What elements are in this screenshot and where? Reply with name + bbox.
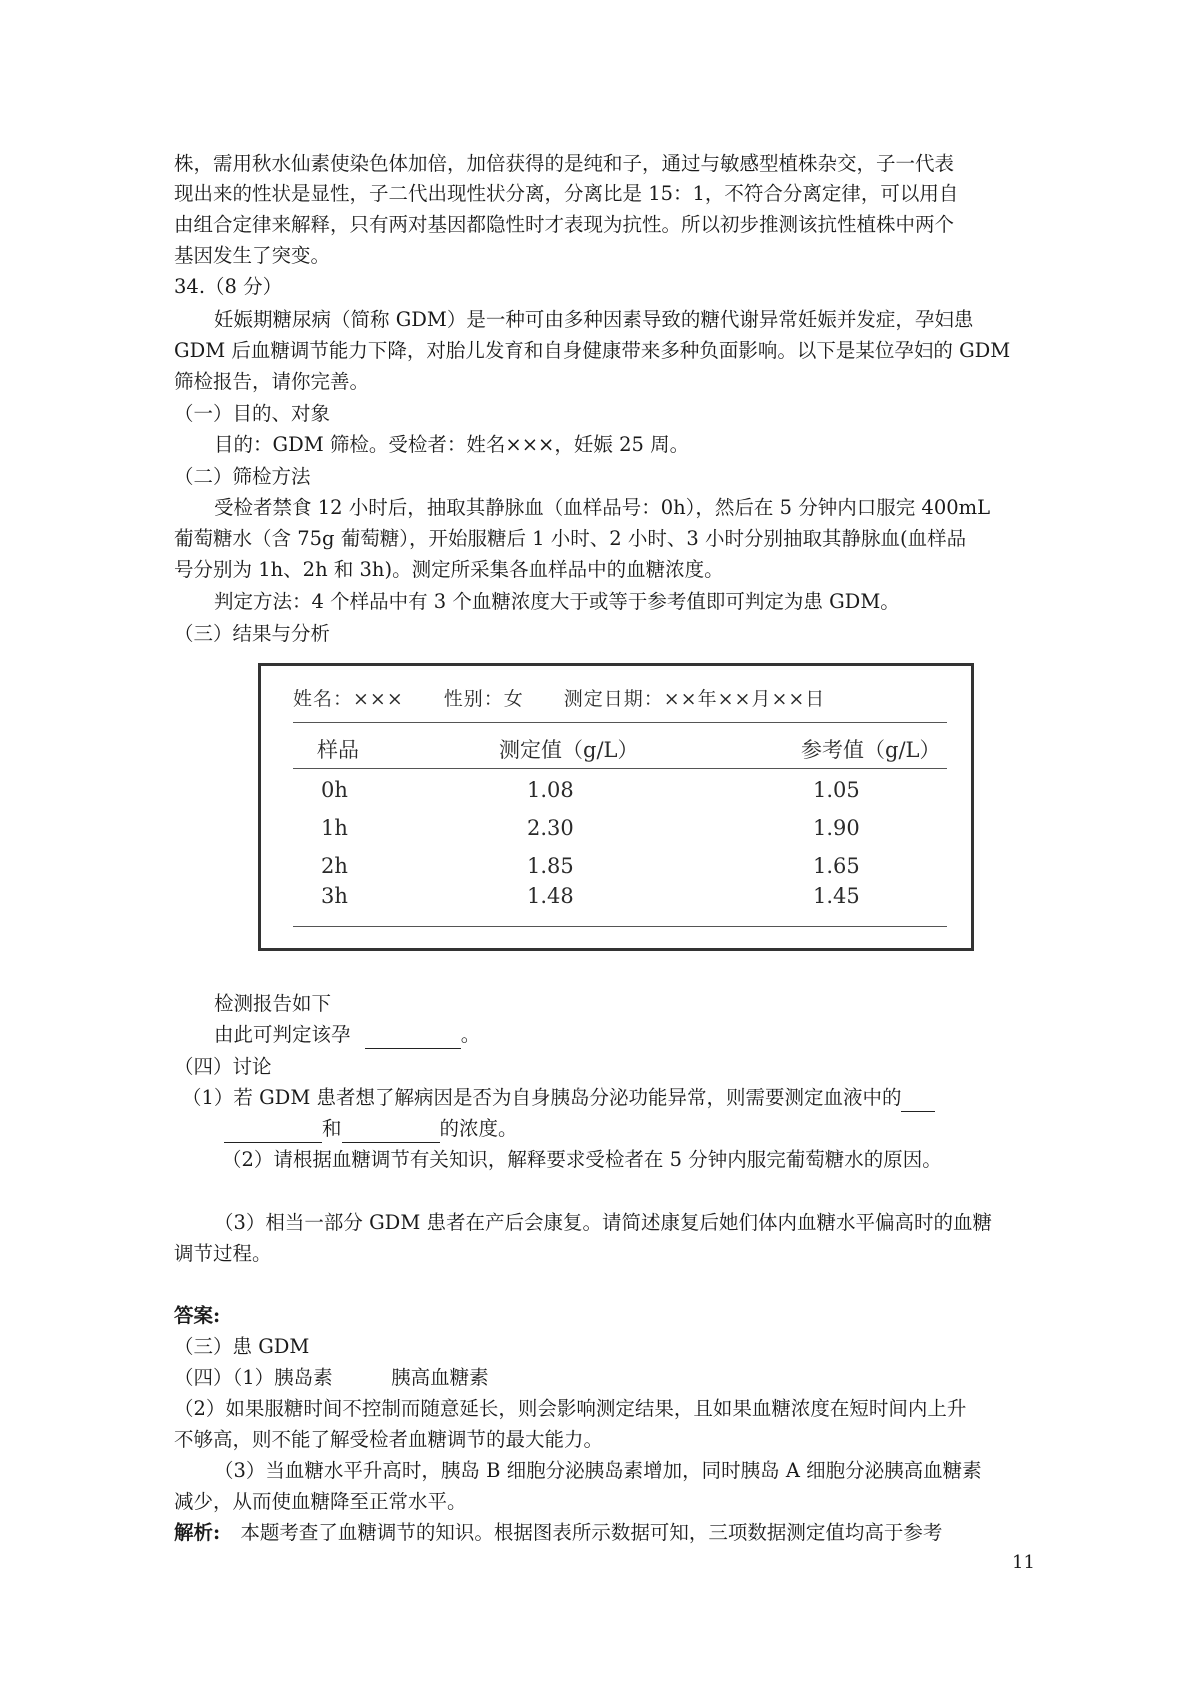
row-sample: 1h [321, 816, 348, 840]
answer-label: 答案: [174, 1304, 221, 1327]
answer-section-3: （三）患 GDM [174, 1335, 310, 1358]
q1-and: 和 [322, 1117, 342, 1140]
report-header: 姓名：××× 性别：女 测定日期：××年××月××日 [293, 688, 826, 710]
q1-suffix: 的浓度。 [439, 1117, 518, 1140]
section-2-title: （二）筛检方法 [174, 465, 311, 488]
row-reference: 1.90 [813, 816, 860, 840]
row-measured: 2.30 [527, 816, 574, 840]
intro-line-1: 株，需用秋水仙素使染色体加倍，加倍获得的是纯和子，通过与敏感型植株杂交，子一代表 [174, 152, 955, 175]
report-rule-top [293, 722, 947, 723]
q3-line-2: 调节过程。 [174, 1242, 272, 1265]
judge-prefix: 由此可判定该孕 [214, 1023, 351, 1046]
answer-q1: （四）（1）胰岛素 胰高血糖素 [174, 1366, 489, 1389]
section-2-judge: 判定方法：4 个样品中有 3 个血糖浓度大于或等于参考值即可判定为患 GDM。 [214, 590, 900, 613]
row-reference: 1.65 [813, 854, 860, 878]
section-2-line-3: 号分别为 1h、2h 和 3h)。测定所采集各血样品中的血糖浓度。 [174, 558, 724, 581]
q3-line-1: （3）相当一部分 GDM 患者在产后会康复。请简述康复后她们体内血糖水平偏高时的血糖 [214, 1211, 992, 1234]
q1-blank-2 [342, 1120, 440, 1143]
row-sample: 0h [321, 778, 348, 802]
section-3-judge [214, 1021, 480, 1049]
analysis-label: 解析: [174, 1521, 221, 1544]
q1-blank-1a [901, 1089, 935, 1112]
section-3-title: （三）结果与分析 [174, 622, 331, 645]
q2-line: （2）请根据血糖调节有关知识，解释要求受检者在 5 分钟内服完葡萄糖水的原因。 [222, 1148, 942, 1171]
row-measured: 1.85 [527, 854, 574, 878]
row-measured: 1.48 [527, 884, 574, 908]
q1-line [182, 1084, 935, 1112]
analysis-line [174, 1519, 942, 1547]
analysis-text: 本题考查了血糖调节的知识。根据图表所示数据可知，三项数据测定值均高于参考 [240, 1521, 943, 1544]
report-rule-mid [293, 768, 947, 769]
col-header-measured: 测定值（g/L） [499, 738, 639, 762]
intro-line-3: 由组合定律来解释，只有两对基因都隐性时才表现为抗性。所以初步推测该抗性植株中两个 [174, 213, 955, 236]
answer-q3-line-2: 减少，从而使血糖降至正常水平。 [174, 1490, 467, 1513]
section-1-text: 目的：GDM 筛检。受检者：姓名×××，妊娠 25 周。 [214, 433, 690, 456]
answer-q2-line-1: （2）如果服糖时间不控制而随意延长，则会影响测定结果，且如果血糖浓度在短时间内上升 [174, 1397, 967, 1420]
judge-suffix: 。 [460, 1023, 481, 1046]
page-number: 11 [1012, 1552, 1035, 1573]
answer-q2-line-2: 不够高，则不能了解受检者血糖调节的最大能力。 [174, 1428, 604, 1451]
intro-line-4: 基因发生了突变。 [174, 244, 331, 267]
q1-line-2 [224, 1115, 518, 1143]
q1-blank-1b [224, 1120, 322, 1143]
row-sample: 3h [321, 884, 348, 908]
gdm-report-table [258, 663, 974, 951]
answer-q3-line-1: （3）当血糖水平升高时，胰岛 B 细胞分泌胰岛素增加，同时胰岛 A 细胞分泌胰高血糖素 [214, 1459, 982, 1482]
section-3-after: 检测报告如下 [214, 992, 332, 1015]
col-header-reference: 参考值（g/L） [801, 738, 941, 762]
row-reference: 1.05 [813, 778, 860, 802]
col-header-sample: 样品 [317, 738, 359, 762]
report-rule-bottom [293, 926, 947, 927]
stem-line-1: 妊娠期糖尿病（简称 GDM）是一种可由多种因素导致的糖代谢异常妊娠并发症，孕妇患 [214, 308, 974, 331]
judge-blank [365, 1026, 461, 1049]
section-2-line-2: 葡萄糖水（含 75g 葡萄糖），开始服糖后 1 小时、2 小时、3 小时分别抽取其静脉血(血样品 [174, 527, 967, 550]
section-2-line-1: 受检者禁食 12 小时后，抽取其静脉血（血样品号：0h），然后在 5 分钟内口服完 400mL [214, 496, 991, 519]
row-reference: 1.45 [813, 884, 860, 908]
question-number: 34.（8 分） [174, 275, 283, 298]
stem-line-3: 筛检报告，请你完善。 [174, 370, 370, 393]
row-sample: 2h [321, 854, 348, 878]
intro-line-2: 现出来的性状是显性，子二代出现性状分离，分离比是 15：1，不符合分离定律，可以用自 [174, 182, 959, 205]
row-measured: 1.08 [527, 778, 574, 802]
q1-text: （1）若 GDM 患者想了解病因是否为自身胰岛分泌功能异常，则需要测定血液中的 [182, 1086, 902, 1109]
section-4-title: （四）讨论 [174, 1055, 272, 1078]
section-1-title: （一）目的、对象 [174, 402, 331, 425]
stem-line-2: GDM 后血糖调节能力下降，对胎儿发育和自身健康带来多种负面影响。以下是某位孕妇的 GDM [174, 339, 1011, 362]
